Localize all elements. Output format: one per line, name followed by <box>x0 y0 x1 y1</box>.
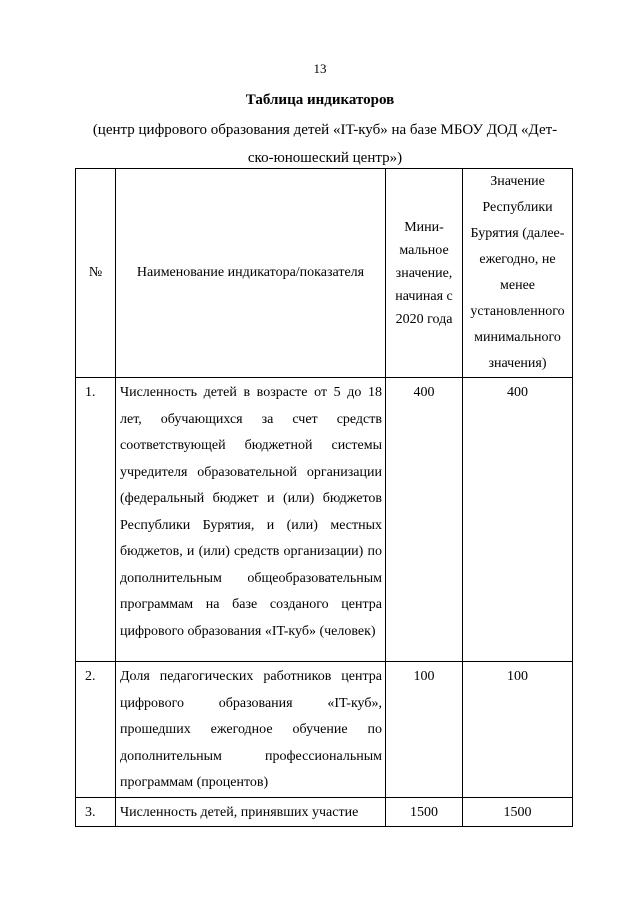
row-min-value: 1500 <box>386 797 463 827</box>
header-name: Наименование индикатора/показателя <box>116 169 386 378</box>
row-indicator-name: Доля педагогических работников центра цифрового образования «IT-куб», прошедших ежегодное обучение по дополнительным профессиональным программам (процентов) <box>116 662 386 798</box>
table-row <box>76 378 573 662</box>
row-number: 2. <box>76 662 116 798</box>
page-number: 13 <box>313 61 327 76</box>
row-indicator-name: Численность детей в возрасте от 5 до 18 лет, обучающихся за счет средств соответствующей бюджетной системы учредителя образовательной организации (федеральный бюджет и (или) бюджетов Республики Бурятия, и (или) местных бюджетов, и (или) средств организации) по дополнительным общеобразовательным программам на базе созданого центра цифрового образования «IT-куб» (человек) <box>116 378 386 662</box>
table-row <box>76 797 573 827</box>
row-republic-value: 100 <box>463 662 573 798</box>
header-republic-value: Значение Республики Бурятия (далее-ежегодно, не менее установленного минимального значения) <box>463 169 573 378</box>
row-republic-value: 400 <box>463 378 573 662</box>
row-republic-value: 1500 <box>463 797 573 827</box>
table-subtitle: (центр цифрового образования детей «IT-куб» на базе МБОУ ДОД «Дет-ско-юношеский центр») <box>92 122 558 166</box>
row-min-value: 100 <box>386 662 463 798</box>
header-min-value: Мини-мальное значение, начиная с 2020 года <box>386 169 463 378</box>
table-title: Таблица индикаторов <box>245 92 395 108</box>
row-indicator-name: Численность детей, принявших участие <box>116 797 386 827</box>
row-number: 1. <box>76 378 116 662</box>
table-header-row <box>76 169 573 378</box>
row-min-value: 400 <box>386 378 463 662</box>
row-number: 3. <box>76 797 116 827</box>
header-num: № <box>76 169 116 378</box>
table-row <box>76 662 573 798</box>
indicators-table <box>75 168 573 827</box>
